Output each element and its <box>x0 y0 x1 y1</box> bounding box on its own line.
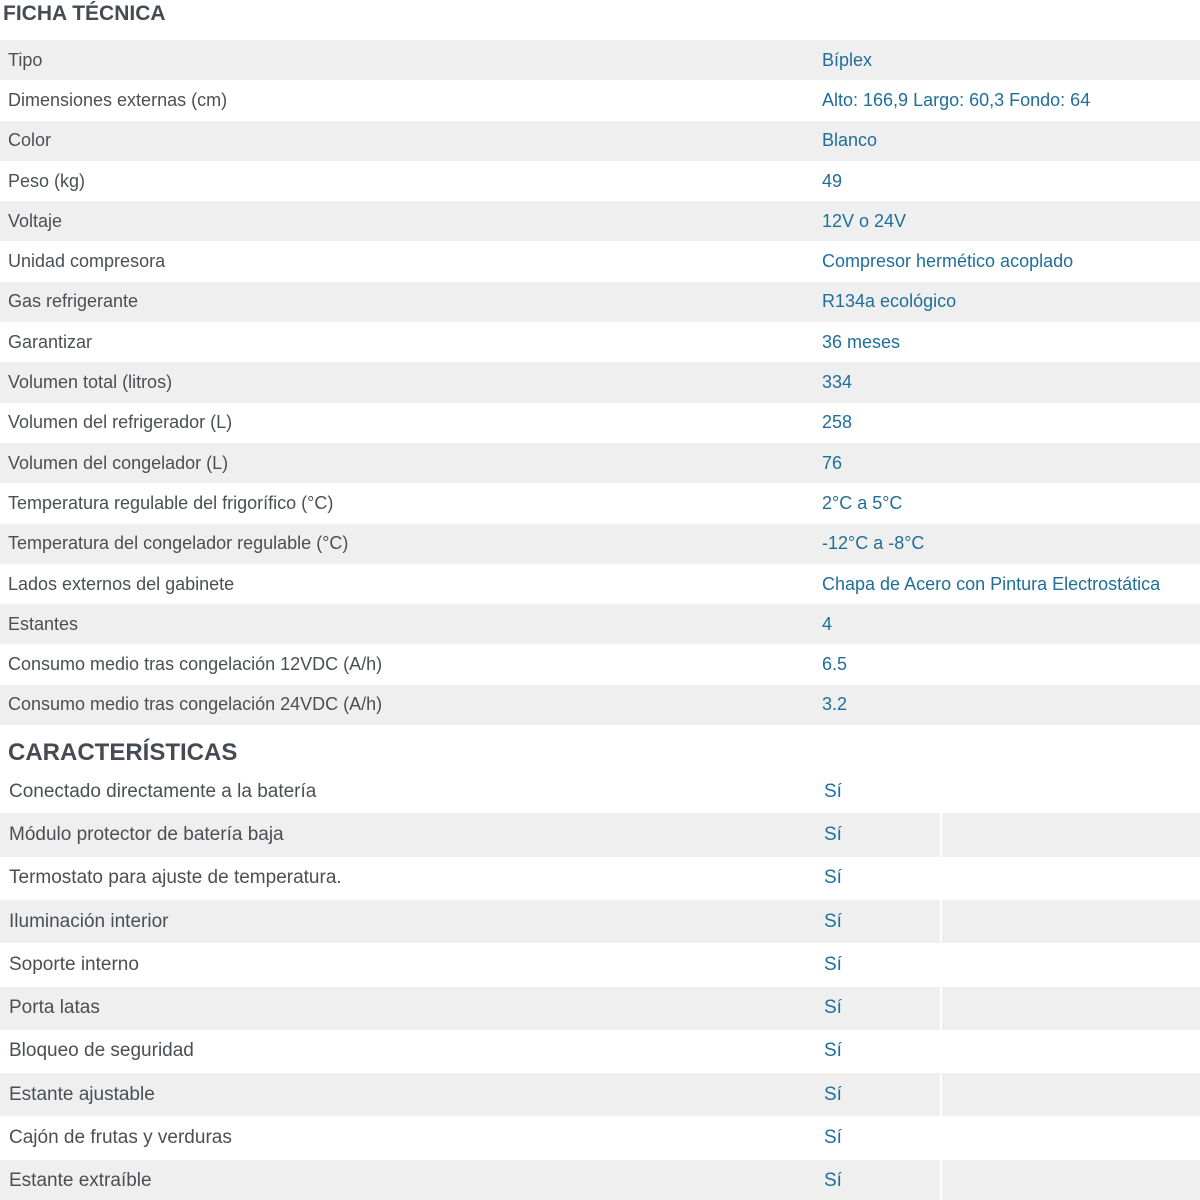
spec-value: 76 <box>822 452 843 473</box>
spec-value: 4 <box>822 613 833 634</box>
feature-empty-cell <box>941 1030 1200 1073</box>
spec-value: Alto: 166,9 Largo: 60,3 Fondo: 64 <box>822 89 1091 110</box>
spec-value: 6.5 <box>822 654 848 675</box>
feature-row <box>0 1030 1200 1073</box>
spec-row <box>0 564 1200 604</box>
spec-value: Chapa de Acero con Pintura Electrostática <box>822 573 1161 594</box>
feature-value: Sí <box>824 1040 842 1062</box>
feature-value: Sí <box>824 953 842 975</box>
spec-label: Temperatura regulable del frigorífico (°C) <box>8 492 334 513</box>
feature-row <box>0 1160 1200 1200</box>
feature-empty-cell <box>941 1116 1200 1159</box>
spec-row <box>0 524 1200 564</box>
spec-row <box>0 604 1200 644</box>
spec-row <box>0 483 1200 523</box>
feature-value: Sí <box>824 1127 842 1149</box>
ficha-tecnica-title: FICHA TÉCNICA <box>3 2 166 25</box>
feature-label: Conectado directamente a la batería <box>9 780 317 802</box>
feature-label: Bloqueo de seguridad <box>9 1040 194 1062</box>
spec-row <box>0 241 1200 281</box>
feature-label: Estante extraíble <box>9 1170 152 1192</box>
feature-empty-cell <box>941 1160 1200 1200</box>
feature-row <box>0 770 1200 813</box>
ficha-tecnica-body <box>0 40 1200 725</box>
spec-label: Gas refrigerante <box>8 291 139 312</box>
ficha-tecnica-table <box>0 40 1200 725</box>
feature-value: Sí <box>824 867 842 889</box>
feature-label: Porta latas <box>9 997 100 1019</box>
spec-row <box>0 403 1200 443</box>
spec-row <box>0 201 1200 241</box>
feature-value: Sí <box>824 1170 842 1192</box>
feature-label: Termostato para ajuste de temperatura. <box>9 867 342 889</box>
spec-label: Consumo medio tras congelación 24VDC (A/h) <box>8 694 383 715</box>
spec-label: Volumen del congelador (L) <box>8 452 229 473</box>
feature-value: Sí <box>824 910 842 932</box>
spec-row <box>0 40 1200 80</box>
spec-label: Garantizar <box>8 331 93 352</box>
feature-row <box>0 943 1200 986</box>
feature-value: Sí <box>824 780 842 802</box>
spec-value: -12°C a -8°C <box>822 533 925 554</box>
spec-label: Temperatura del congelador regulable (°C) <box>8 533 349 554</box>
spec-value: 258 <box>822 412 853 433</box>
spec-row <box>0 685 1200 725</box>
spec-row <box>0 322 1200 362</box>
caracteristicas-table <box>0 770 1200 1200</box>
spec-row <box>0 362 1200 402</box>
feature-value: Sí <box>824 1083 842 1105</box>
spec-label: Consumo medio tras congelación 12VDC (A/h) <box>8 654 383 675</box>
spec-row <box>0 121 1200 161</box>
spec-value: 36 meses <box>822 331 901 352</box>
feature-empty-cell <box>941 900 1200 943</box>
spec-value: R134a ecológico <box>822 291 957 312</box>
spec-label: Unidad compresora <box>8 251 166 272</box>
spec-value: Compresor hermético acoplado <box>822 251 1074 272</box>
feature-empty-cell <box>941 857 1200 900</box>
feature-row <box>0 1073 1200 1116</box>
spec-value: Blanco <box>822 130 878 151</box>
spec-label: Color <box>8 130 52 151</box>
spec-label: Peso (kg) <box>8 170 86 191</box>
spec-value: 12V o 24V <box>822 210 907 231</box>
feature-value: Sí <box>824 997 842 1019</box>
spec-label: Dimensiones externas (cm) <box>8 89 228 110</box>
spec-row <box>0 443 1200 483</box>
spec-row <box>0 161 1200 201</box>
feature-label: Estante ajustable <box>9 1083 155 1105</box>
feature-row <box>0 813 1200 856</box>
spec-label: Voltaje <box>8 210 63 231</box>
feature-label: Iluminación interior <box>9 910 169 932</box>
spec-label: Volumen del refrigerador (L) <box>8 412 233 433</box>
feature-empty-cell <box>941 813 1200 856</box>
feature-row <box>0 1116 1200 1159</box>
spec-label: Estantes <box>8 613 79 634</box>
feature-row <box>0 900 1200 943</box>
caracteristicas-body <box>0 770 1200 1200</box>
caracteristicas-title: CARACTERÍSTICAS <box>8 739 238 767</box>
spec-value: 2°C a 5°C <box>822 492 903 513</box>
feature-empty-cell <box>941 987 1200 1030</box>
feature-label: Soporte interno <box>9 953 139 975</box>
spec-value: 3.2 <box>822 694 848 715</box>
feature-label: Módulo protector de batería baja <box>9 823 284 845</box>
feature-empty-cell <box>941 943 1200 986</box>
feature-row <box>0 987 1200 1030</box>
spec-row <box>0 644 1200 684</box>
feature-value: Sí <box>824 823 842 845</box>
spec-row <box>0 80 1200 120</box>
feature-row <box>0 857 1200 900</box>
feature-empty-cell <box>941 770 1200 813</box>
spec-value: 334 <box>822 372 853 393</box>
spec-row <box>0 282 1200 322</box>
feature-label: Cajón de frutas y verduras <box>9 1127 232 1149</box>
spec-value: 49 <box>822 170 843 191</box>
spec-label: Lados externos del gabinete <box>8 573 235 594</box>
spec-label: Volumen total (litros) <box>8 372 173 393</box>
feature-empty-cell <box>941 1073 1200 1116</box>
spec-label: Tipo <box>8 49 43 70</box>
spec-value: Bíplex <box>822 49 873 70</box>
